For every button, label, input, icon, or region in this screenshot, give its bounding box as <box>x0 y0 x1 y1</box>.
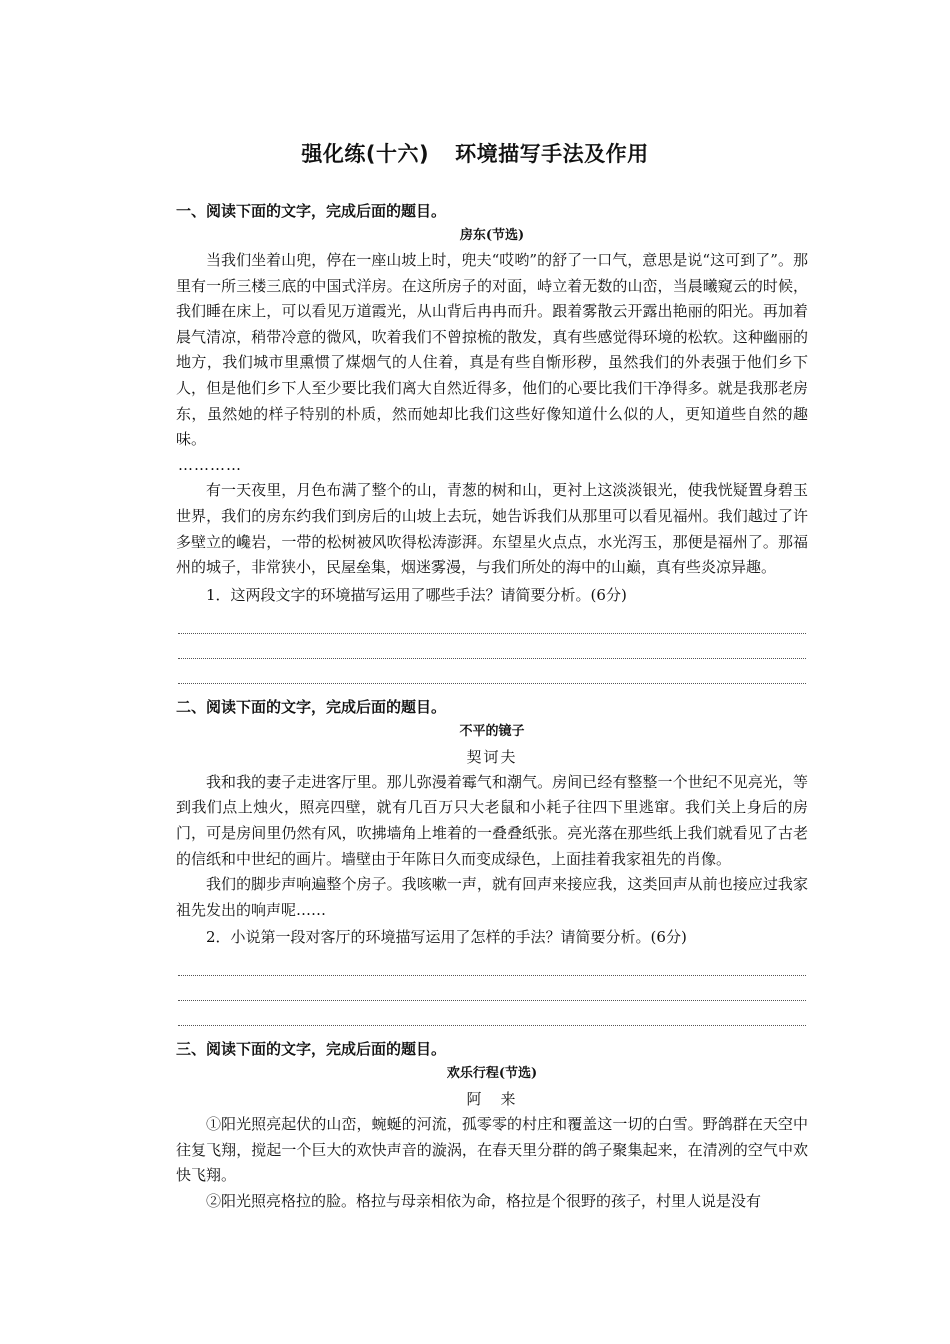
section-1-paragraph: 当我们坐着山兜，停在一座山坡上时，兜夫“哎哟”的舒了一口气，意思是说“这可到了”。那里有一所三楼三底的中国式洋房。在这所房子的对面，峙立着无数的山峦，当晨曦窥云的时候，我们睡在床上，可以看见万道霞光，从山背后冉冉而升。跟着雾散云开露出艳丽的阳光。再加着晨气清凉，稍带冷意的微风，吹着我们不曾掠梳的散发，真有些感觉得环境的松软。这种幽丽的地方，我们城市里熏惯了煤烟气的人住着，真是有些自惭形秽，虽然我们的外表强于他们乡下人，但是他们乡下人至少要比我们离大自然近得多，他们的心要比我们干净得多。就是我那老房东，虽然她的样子特别的朴质，然而她却比我们这些好像知道什么似的人，更知道些自然的趣味。 <box>176 251 808 449</box>
answer-line <box>178 976 806 1001</box>
section-1 <box>176 198 808 684</box>
section-3-paragraph: ①阳光照亮起伏的山峦，蜿蜒的河流，孤零零的村庄和覆盖这一切的白雪。野鸽群在天空中往复飞翔，搅起一个巨大的欢快声音的漩涡，在春天里分群的鸽子聚集起来，在清冽的空气中欢快飞翔。 <box>176 1115 808 1185</box>
section-3-heading: 三、阅读下面的文字，完成后面的题目。 <box>176 1040 447 1059</box>
section-1-heading: 一、阅读下面的文字，完成后面的题目。 <box>176 202 447 220</box>
section-2-author: 契诃夫 <box>466 747 518 766</box>
title-sub: 环境描写手法及作用 <box>455 142 649 166</box>
section-1-article-title: 房东(节选) <box>459 228 525 243</box>
section-1-paragraph: 有一天夜里，月色布满了整个的山，青葱的树和山，更衬上这淡淡银光，使我恍疑置身碧玉世界，我们的房东约我们到房后的山坡上去玩，她告诉我们从那里可以看见福州。我们越过了许多壁立的巉岩，一带的松树被风吹得松涛澎湃。东望星火点点，水光泻玉，那便是福州了。那福州的城子，非常狭小，民屋垒集，烟迷雾漫，与我们所处的海中的山巅，真有些炎凉异趣。 <box>176 481 808 577</box>
section-2 <box>176 694 808 1027</box>
section-2-article-title: 不平的镜子 <box>459 723 525 739</box>
title-main: 强化练(十六) <box>301 142 430 166</box>
section-3 <box>176 1036 808 1214</box>
section-3-paragraph: ②阳光照亮格拉的脸。格拉与母亲相依为命，格拉是个很野的孩子，村里人说是没有 <box>206 1192 762 1211</box>
section-2-paragraph: 我们的脚步声响遍整个房子。我咳嗽一声，就有回声来接应我，这类回声从前也接应过我家祖先发出的响声呢…… <box>176 875 808 919</box>
section-2-heading: 二、阅读下面的文字，完成后面的题目。 <box>176 697 447 716</box>
document-body <box>176 198 808 1215</box>
page-title <box>0 138 950 168</box>
answer-line <box>178 1001 806 1026</box>
section-3-author: 阿 来 <box>466 1090 518 1109</box>
answer-line <box>178 951 806 976</box>
question-1: 1．这两段文字的环境描写运用了哪些手法？请简要分析。(6分) <box>206 585 627 604</box>
question-2: 2．小说第一段对客厅的环境描写运用了怎样的手法？请简要分析。(6分) <box>206 928 687 947</box>
section-2-paragraph: 我和我的妻子走进客厅里。那儿弥漫着霉气和潮气。房间已经有整整一个世纪不见亮光，等到我们点上烛火，照亮四壁，就有几百万只大老鼠和小耗子往四下里逃窜。我们关上身后的房门，可是房间里仍然有风，吹拂墙角上堆着的一叠叠纸张。亮光落在那些纸上我们就看见了古老的信纸和中世纪的画片。墙壁由于年陈日久而变成绿色，上面挂着我家祖先的肖像。 <box>176 772 808 868</box>
answer-line <box>178 634 806 659</box>
section-1-ellipsis: ………… <box>178 455 242 474</box>
answer-line <box>178 659 806 684</box>
section-3-article-title: 欢乐行程(节选) <box>446 1066 538 1082</box>
answer-line <box>178 609 806 634</box>
answer-area-1 <box>176 609 808 684</box>
answer-area-2 <box>176 951 808 1026</box>
